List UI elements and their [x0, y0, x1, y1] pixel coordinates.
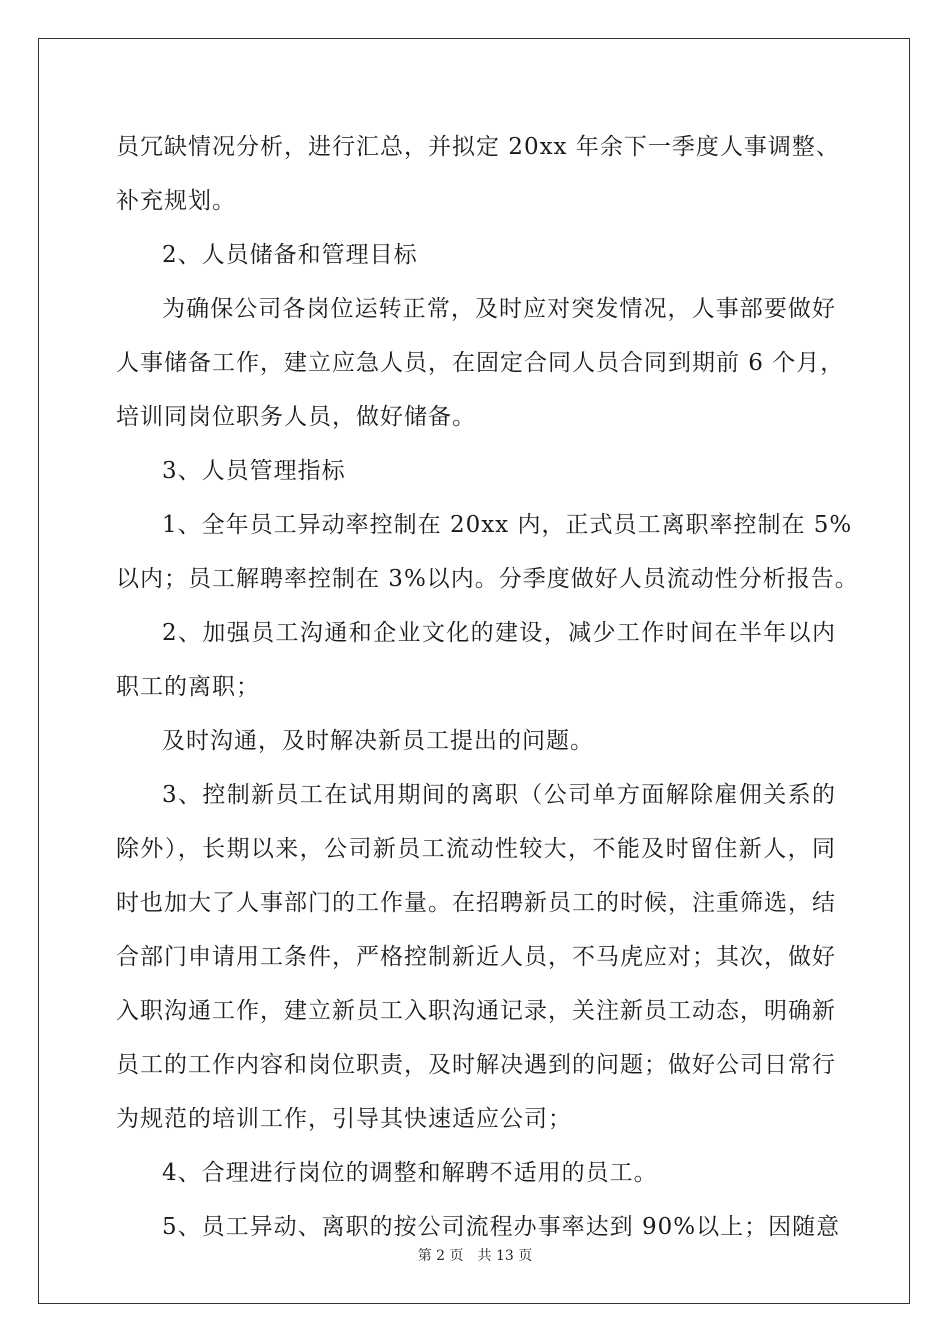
text-line: 3、人员管理指标 [162, 458, 346, 484]
text-line: 职工的离职； [116, 674, 260, 700]
text-line: 时也加大了人事部门的工作量。在招聘新员工的时候，注重筛选，结 [116, 890, 836, 916]
text-line: 及时沟通，及时解决新员工提出的问题。 [162, 728, 594, 754]
text-line: 2、人员储备和管理目标 [162, 242, 418, 268]
text-line: 1、全年员工异动率控制在 20xx 内，正式员工离职率控制在 5% [162, 512, 853, 538]
text-line: 4、合理进行岗位的调整和解聘不适用的员工。 [162, 1160, 658, 1186]
text-line: 员冗缺情况分析，进行汇总，并拟定 20xx 年余下一季度人事调整、 [116, 134, 840, 160]
text-line: 除外），长期以来，公司新员工流动性较大，不能及时留住新人，同 [116, 836, 836, 862]
text-line: 员工的工作内容和岗位职责，及时解决遇到的问题；做好公司日常行 [116, 1052, 836, 1078]
text-line: 补充规划。 [116, 188, 236, 214]
text-line: 3、控制新员工在试用期间的离职（公司单方面解除雇佣关系的 [162, 782, 836, 808]
text-line: 2、加强员工沟通和企业文化的建设，减少工作时间在半年以内 [162, 620, 836, 646]
text-line: 为规范的培训工作，引导其快速适应公司； [116, 1106, 572, 1132]
text-line: 以内；员工解聘率控制在 3%以内。分季度做好人员流动性分析报告。 [116, 566, 859, 592]
text-line: 5、员工异动、离职的按公司流程办事率达到 90%以上；因随意 [162, 1214, 841, 1240]
text-line: 合部门申请用工条件，严格控制新近人员，不马虎应对；其次，做好 [116, 944, 836, 970]
text-line: 培训同岗位职务人员，做好储备。 [116, 404, 476, 430]
text-line: 入职沟通工作，建立新员工入职沟通记录，关注新员工动态，明确新 [116, 998, 836, 1024]
page-number-footer: 第 2 页 共 13 页 [417, 1248, 533, 1264]
text-line: 人事储备工作，建立应急人员，在固定合同人员合同到期前 6 个月， [116, 350, 845, 376]
document-body [116, 123, 859, 1257]
text-line: 为确保公司各岗位运转正常，及时应对突发情况，人事部要做好 [162, 296, 836, 322]
